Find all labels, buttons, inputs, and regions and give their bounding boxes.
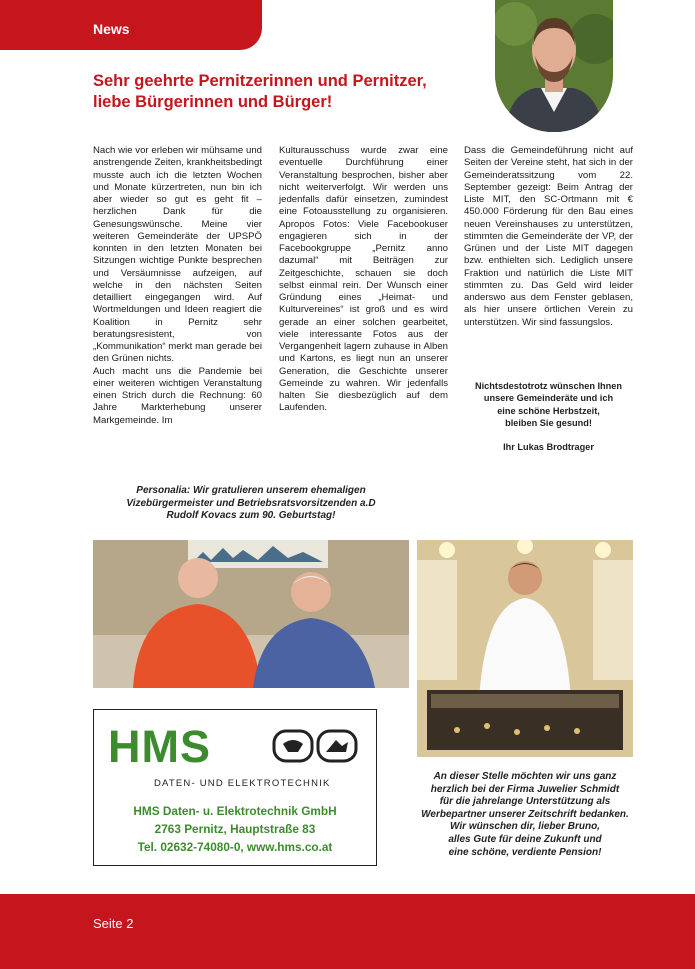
section-label: News	[93, 21, 130, 37]
headline-line-1: Sehr geehrte Pernitzerinnen und Pernitzer,	[93, 72, 427, 90]
caption-line: Wir wünschen dir, lieber Bruno,	[450, 821, 600, 833]
personalia-caption	[93, 485, 409, 523]
closing-line: unsere Gemeinderäte und ich	[483, 393, 614, 404]
portrait-illustration	[495, 0, 613, 132]
section-tab	[0, 0, 262, 50]
closing-line: eine schöne Herbstzeit,	[497, 405, 600, 416]
closing-greeting	[464, 380, 633, 453]
author-portrait	[495, 0, 613, 132]
hms-logo: HMS	[108, 721, 211, 772]
signature: Ihr Lukas Brodtrager	[503, 442, 594, 453]
hms-address: 2763 Pernitz, Hauptstraße 83	[154, 822, 316, 836]
caption-line: eine schöne, verdiente Pension!	[448, 846, 602, 858]
thanks-caption	[410, 771, 640, 859]
photo-illustration	[93, 540, 409, 688]
article-column-1	[93, 145, 262, 427]
closing-line: bleiben Sie gesund!	[505, 417, 592, 428]
closing-line: Nichtsdestotrotz wünschen Ihnen	[474, 381, 622, 391]
hms-advertisement	[93, 709, 377, 866]
headline	[93, 71, 493, 113]
caption-line: alles Gute für deine Zukunft und	[448, 833, 602, 845]
jeweler-photo	[417, 540, 633, 757]
hms-logo-mark-icon	[272, 728, 358, 768]
caption-line: An dieser Stelle möchten wir uns ganz	[433, 771, 617, 782]
hms-contact: Tel. 02632-74080-0, www.hms.co.at	[137, 840, 333, 854]
hms-company: HMS Daten- u. Elektrotechnik GmbH	[133, 804, 337, 818]
paragraph: Kulturausschuss wurde zwar eine eventuelle Durchführung einer Veranstaltung besprochen, bisher aber nicht weiterverfolgt. Wir werden uns jedenfalls dafür einsetzen, zumindest eine Fotoausstellung zu organisieren. Apropos Fotos: Viele Facebookuser engagieren sich in der Facebookgruppe „Pernitz anno dazumal“ mit Beiträgen zur Zeitgeschichte, schauen sie doch selbst einmal rein. Der Wunsch einer Gründung eines „Heimat- und Kulturvereines“ ist groß und es wird gerade an einer solchen gearbeitet, viele interessante Fotos aus der Vergangenheit lagern zuhause in Alben und Kartons, es liegt nun an unserer Generation, die Geschichte unserer Gemeinde zu wahren. Wir jedenfalls halten Sie diesbezüglich auf dem Laufenden.	[279, 145, 448, 414]
paragraph: Dass die Gemeindeführung nicht auf Seiten der Vereine steht, hat sich in der Gemeinderatssitzung vom 22. September gezeigt: Beim Antrag der Liste MIT, den SC-Ortmann mit € 450.000 Förderung für den Bau eines neuen Vereinshauses zu unterstützen, stimmten die Gemeinderäte der VP, der Grünen und der Liste MIT dagegen bzw. enthielten sich. Lediglich unsere Fraktion und natürlich die Liste MIT stimmten zu. Das Geld wird leider anderswo aus dem Fenster geblasen, als hier unsere örtlichen Verein zu unterstützen. Wir sind fassungslos.	[464, 145, 633, 328]
paragraph: Auch macht uns die Pandemie bei einer weiteren wichtigen Veranstaltung einen Strich durch die Rechnung: 60 Jahre Markterhebung unserer Markgemeinde. Im	[93, 365, 262, 426]
caption-line: Werbepartner unserer Zeitschrift bedanken.	[421, 808, 629, 820]
hms-tagline: DATEN- UND ELEKTROTECHNIK	[154, 778, 331, 789]
caption-line: für die jahrelange Unterstützung als	[439, 796, 611, 808]
caption-line: Vizebürgermeister und Betriebsratsvorsitzenden a.D	[126, 497, 376, 509]
caption-line: Rudolf Kovacs zum 90. Geburtstag!	[166, 510, 336, 522]
article-column-2	[279, 145, 448, 415]
headline-line-2: liebe Bürgerinnen und Bürger!	[93, 93, 333, 111]
photo-illustration	[417, 540, 633, 757]
page-footer	[0, 894, 695, 969]
caption-line: Personalia: Wir gratulieren unserem ehemaligen	[136, 485, 366, 496]
article-column-3	[464, 145, 633, 329]
page-number: Seite 2	[93, 916, 134, 931]
caption-line: herzlich bei der Firma Juwelier Schmidt	[430, 783, 620, 795]
birthday-photo	[93, 540, 409, 688]
paragraph: Nach wie vor erleben wir mühsame und anstrengende Zeiten, krankheitsbedingt musste auch ich die letzten Wochen und Monate kürzertreten, nun bin ich aber wieder so gut es geht fit – herzlichen Dank für die Genesungswünsche. Meine vier weiteren Gemeinderäte der UPSPÖ konnten in den letzten Monaten bei Sitzungen wichtige Punkte besprechen und Versäumnisse aufzeigen, auf welche in den nächsten Seiten detailliert eingegangen wird. Auf Wortmeldungen und Ideen reagiert die Koalition in Pernitz sehr beratungsresistent, von „Kommunikation“ merkt man gerade bei den Grünen nichts.	[93, 145, 262, 365]
